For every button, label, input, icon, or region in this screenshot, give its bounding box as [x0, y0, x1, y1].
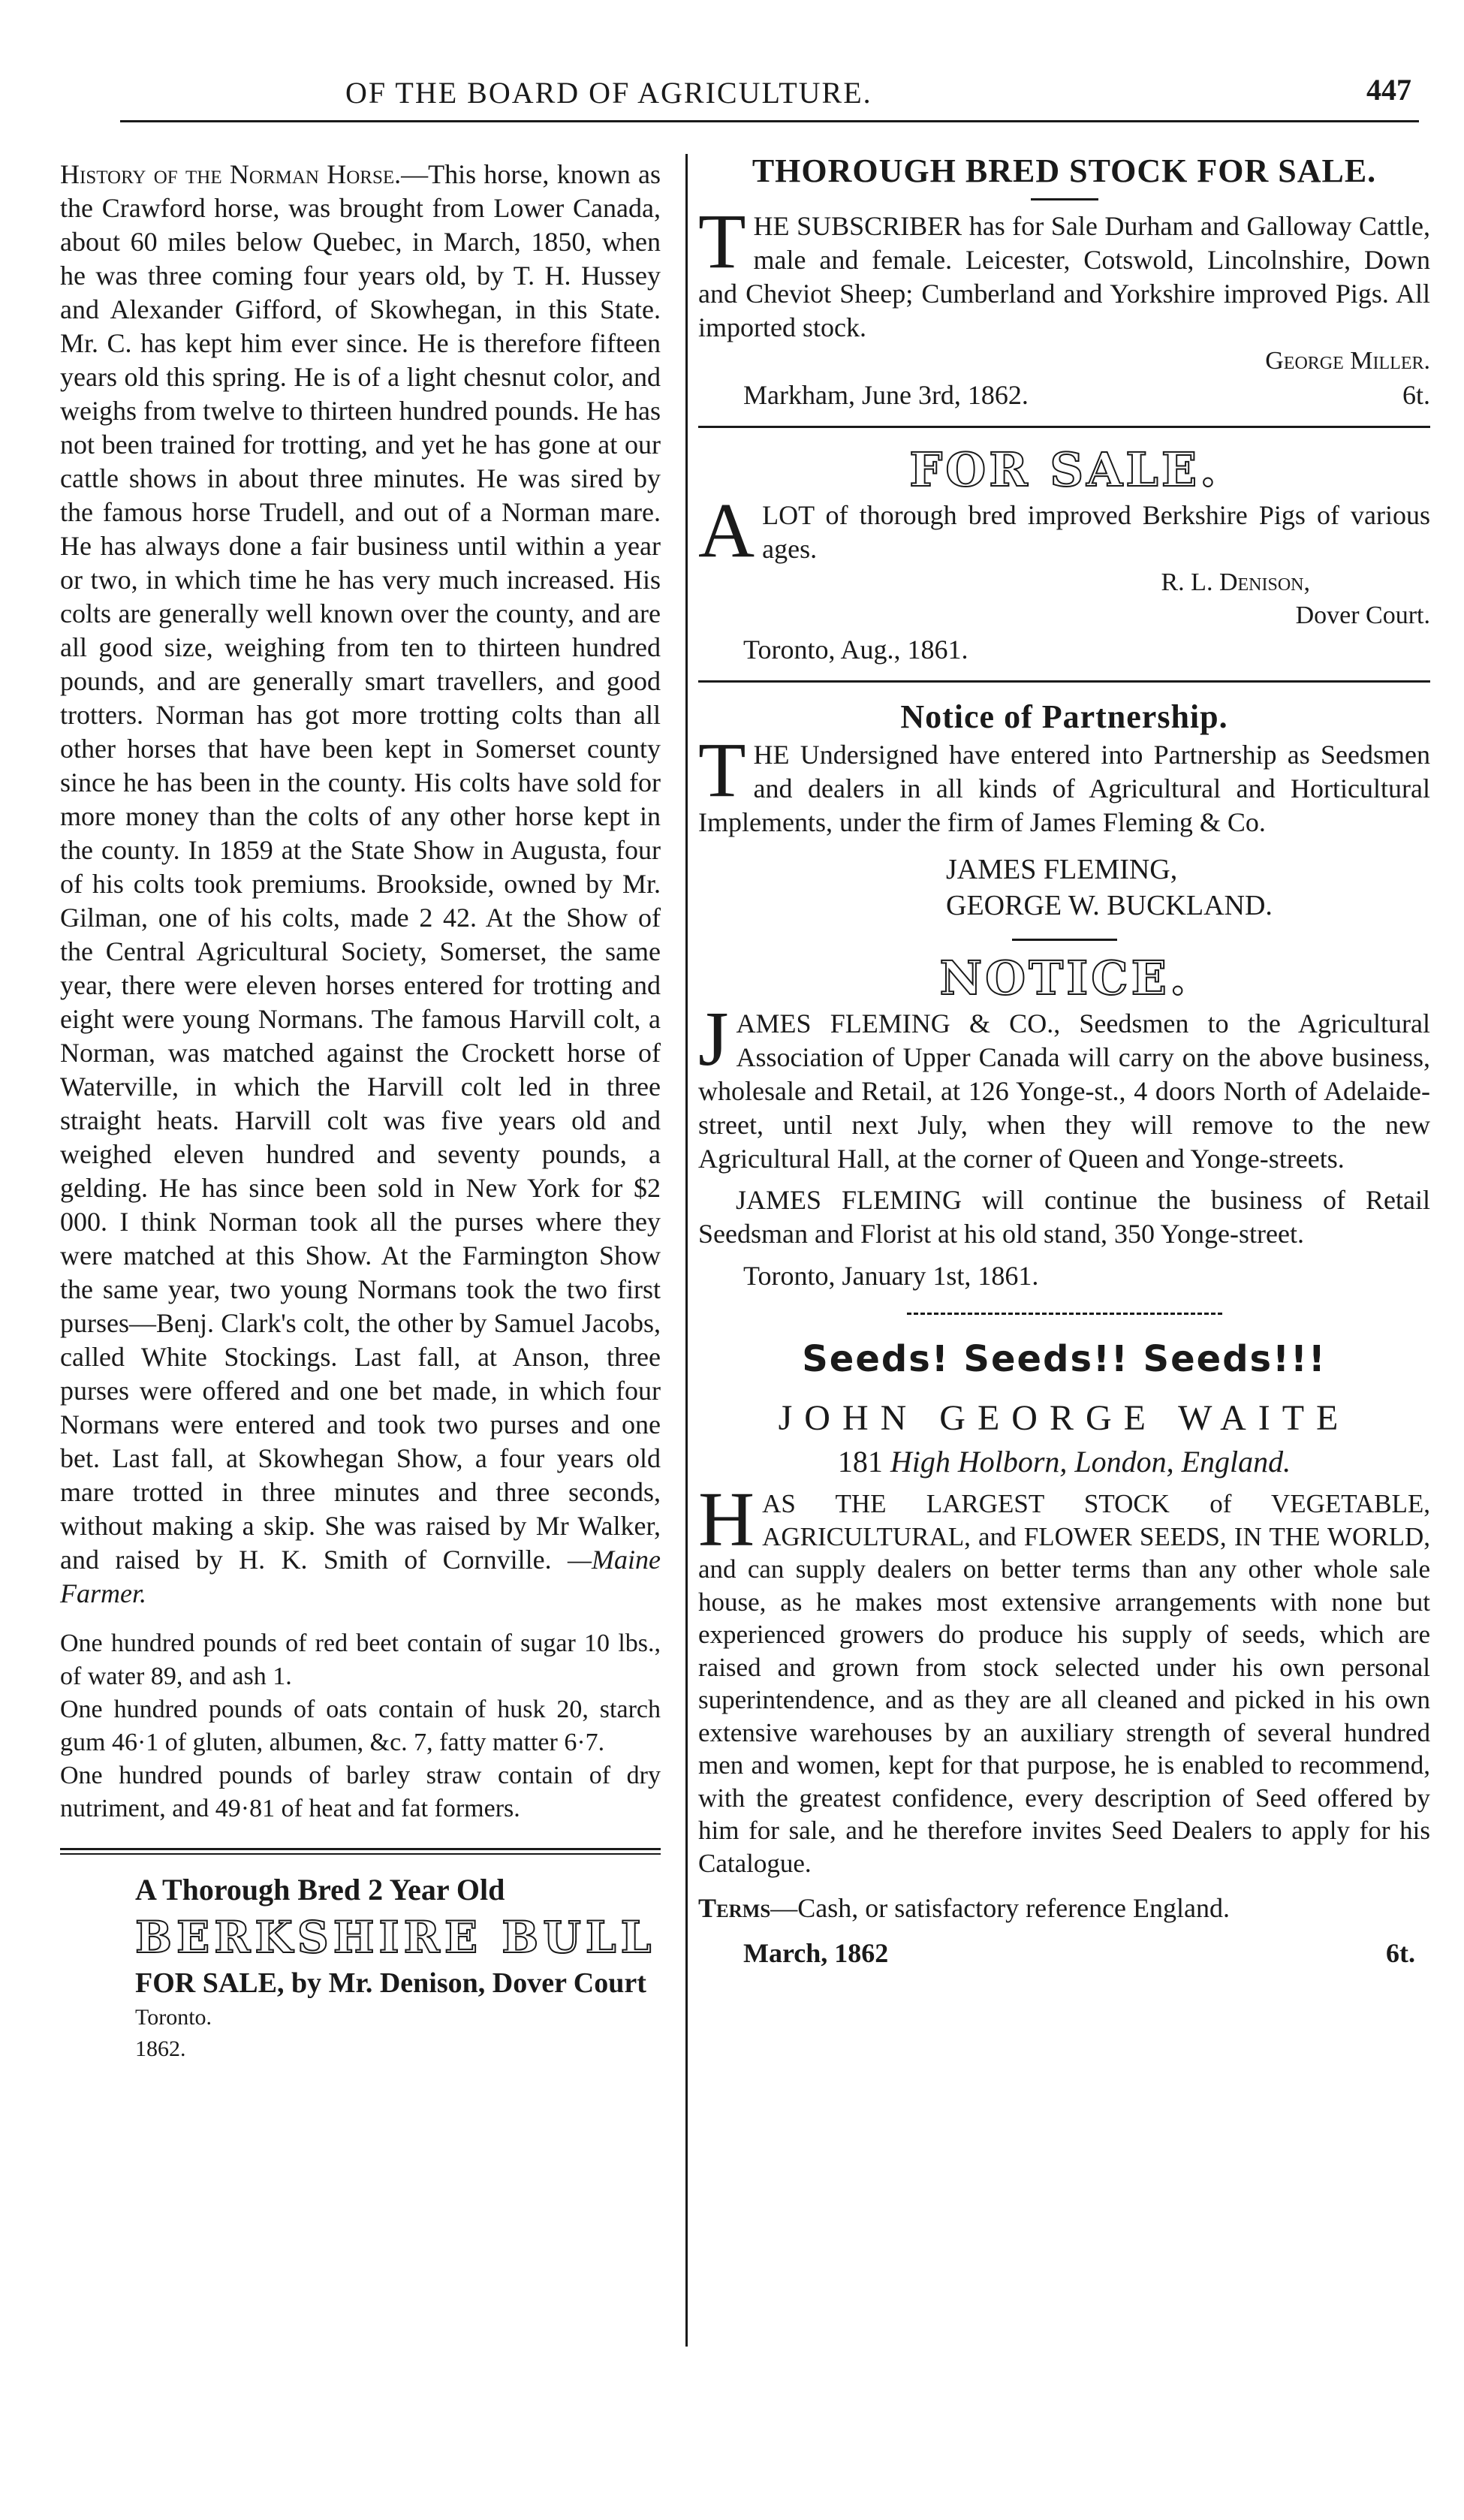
fleming-notice [698, 950, 1430, 1293]
seeds-advertisement [698, 1334, 1430, 1970]
seeds-title: Seeds! Seeds!! Seeds!!! [802, 1338, 1327, 1380]
seeds-insertions: 6t. [1386, 1938, 1415, 1968]
partnership-title: Notice of Partnership. [900, 698, 1228, 735]
sale-advertisement [698, 442, 1430, 667]
seeds-address-street: High Holborn, London, England. [890, 1445, 1291, 1479]
seeds-date: March, 1862 [743, 1938, 889, 1968]
partnership-signatory-2: GEORGE W. BUCKLAND. [946, 890, 1273, 921]
bull-ad-year: 1862. [135, 2036, 186, 2061]
sale-ad-place-date: Toronto, Aug., 1861. [743, 635, 968, 665]
sale-ad-dateline [698, 632, 1430, 667]
article-heading: History of the Norman Horse. [60, 159, 402, 189]
running-title: OF THE BOARD OF AGRICULTURE. [345, 76, 872, 110]
stock-ad-body: THE SUBSCRIBER has for Sale Durham and Galloway Cattle, male and female. Leicester, Cotswold, Lincolnshire, Down and Cheviot Sheep; Cumberland and Yorkshire improved Pigs. All imported stock. [698, 198, 1430, 342]
notice-body-2: JAMES FLEMING will continue the business of Retail Seedsman and Florist at his old stand, 350 Yonge-street. [698, 1185, 1430, 1249]
seeds-terms [698, 1892, 1430, 1925]
sale-ad-address: Dover Court. [1295, 601, 1430, 629]
left-column [60, 158, 661, 2065]
seeds-address [698, 1442, 1430, 1482]
column-divider [60, 1848, 661, 1855]
partnership-body: THE Undersigned have entered into Partnership as Seedsmen and dealers in all kinds of Agricultural and Horticultural Implements, under the firm of James Fleming & Co. [698, 727, 1430, 837]
sale-ad-title: FOR SALE. [909, 442, 1219, 497]
stock-ad-title: THOROUGH BRED STOCK FOR SALE. [752, 152, 1377, 189]
dashed-rule [907, 1313, 1222, 1315]
stock-ad-place-date: Markham, June 3rd, 1862. [743, 380, 1029, 410]
article-norman-horse [60, 158, 661, 1611]
note-barley-straw: One hundred pounds of barley straw contain of dry nutriment, and 49·81 of heat and fat formers. [60, 1762, 661, 1822]
seeds-body: HAS THE LARGEST STOCK of VEGETABLE, AGRICULTURAL, and FLOWER SEEDS, IN THE WORLD, and can supply dealers on better terms than any other whole sale house, as he makes most extensive arrangements with none but experienced growers do produce his supply of seeds, which are raised and grown from stock selected under his own personal superintendence, and as they are all cleaned and picked in his own extensive warehouses by an auxiliary strength of several hundred men and women, kept for that purpose, he is enabled to recommend, with the greatest confidence, every description of Seed offered by him for sale, and he therefore invites Seed Dealers to apply for his Catalogue. [698, 1476, 1430, 1878]
notice-place-date: Toronto, January 1st, 1861. [743, 1261, 1039, 1291]
seeds-address-number: 181 [837, 1445, 890, 1479]
seeds-dateline [698, 1936, 1430, 1970]
partnership-notice [698, 696, 1430, 924]
page-number: 447 [1366, 73, 1411, 107]
stock-ad-insertions: 6t. [1402, 380, 1430, 410]
right-column [698, 150, 1430, 1970]
stock-advertisement [698, 150, 1430, 412]
note-oats: One hundred pounds of oats contain of husk 20, starch gum 46·1 of gluten, albumen, &c. 7, fatty matter 6·7. [60, 1696, 661, 1756]
section-rule [698, 680, 1430, 683]
bull-ad-heading: A Thorough Bred 2 Year Old [135, 1873, 505, 1907]
short-rule [1012, 939, 1117, 941]
bull-ad-city: Toronto. [135, 2005, 212, 2030]
stock-ad-dateline [698, 378, 1430, 412]
note-red-beet: One hundred pounds of red beet contain of sugar 10 lbs., of water 89, and ash 1. [60, 1629, 661, 1690]
partnership-signatory-1: JAMES FLEMING, [946, 854, 1178, 885]
article-body: —This horse, known as the Crawford horse, was brought from Lower Canada, about 60 miles below Quebec, in March, 1850, when he was three coming four years old, by T. H. Hussey and Alexander Gifford, of Skowhegan, in this State. Mr. C. has kept him ever since. He is therefore fifteen years old this spring. He is of a light chesnut color, and weighs from twelve to thirteen hundred pounds. He has not been trained for trotting, and yet he has gone at our cattle shows in about three minutes. He was sired by the famous horse Trudell, and out of a Norman mare. He has always done a fair business until within a year or two, in which time he has very much increased. His colts are generally well known over the county, and are all good size, weighing from ten to thirteen hundred pounds, and are generally smart travellers, and good trotters. Norman has got more trotting colts than all other horses that have been kept in Somerset county since he has been in the county. His colts have sold for more money than the colts of any other horse kept in the county. In 1859 at the State Show in Augusta, four of his colts took premiums. Brookside, owned by Mr. Gilman, one of his colts, made 2 42. At the Show of the Central Agricultural Society, Somerset, the same year, there were eleven horses entered for trotting and eight were young Normans. The famous Harvill colt, a Norman, was matched against the Crockett horse of Waterville, in which the Harvill colt led in three straight heats. Harvill colt was five years old and weighed eleven hundred and seventy pounds, a gelding. He has since been sold in New York for $2 000. I think Norman took all the purses where they were matched at this Show. At the Farmington Show the same year, two young Normans took the two first purses—Benj. Clark's colt, the other by Samuel Jacobs, called White Stockings. Last fall, at Anson, three purses were offered and one bet made, in which four Normans were entered and took two purses and one bet. Last fall, at Skowhegan Show, a four years old mare trotted in three minutes and three seconds, without making a skip. She was raised by Mr Walker, and raised by H. K. Smith of Cornville. [60, 159, 661, 1575]
column-rule [685, 154, 688, 2347]
seeds-terms-label: Terms [698, 1893, 771, 1923]
section-rule [698, 426, 1430, 428]
sale-ad-body: ALOT of thorough bred improved Berkshire Pigs of various ages. [698, 487, 1430, 574]
bull-ad-line: FOR SALE, by Mr. Denison, Dover Court [135, 1967, 646, 1999]
stock-ad-signature: George Miller. [1265, 347, 1430, 375]
notice-body-1: JAMES FLEMING & CO., Seedsmen to the Agricultural Association of Upper Canada will carry on the above business, wholesale and Retail, at 126 Yonge-st., 4 doors North of Adelaide-street, until next July, when they will remove to the new Agricultural Hall, at the corner of Queen and Yonge-streets. [698, 996, 1430, 1174]
seeds-terms-text: —Cash, or satisfactory reference England. [770, 1893, 1231, 1923]
notice-title: NOTICE. [939, 951, 1189, 1005]
notice-dateline [698, 1258, 1430, 1293]
short-rule [1031, 198, 1098, 200]
bull-ad-title: BERKSHIRE BULL [135, 1912, 656, 1963]
article-source: —Maine Farmer. [60, 1545, 661, 1608]
seeds-merchant: JOHN GEORGE WAITE [778, 1398, 1351, 1438]
sale-ad-signature: R. L. Denison, [1161, 568, 1310, 596]
running-head [120, 68, 1419, 122]
bull-advertisement [60, 1870, 661, 2065]
